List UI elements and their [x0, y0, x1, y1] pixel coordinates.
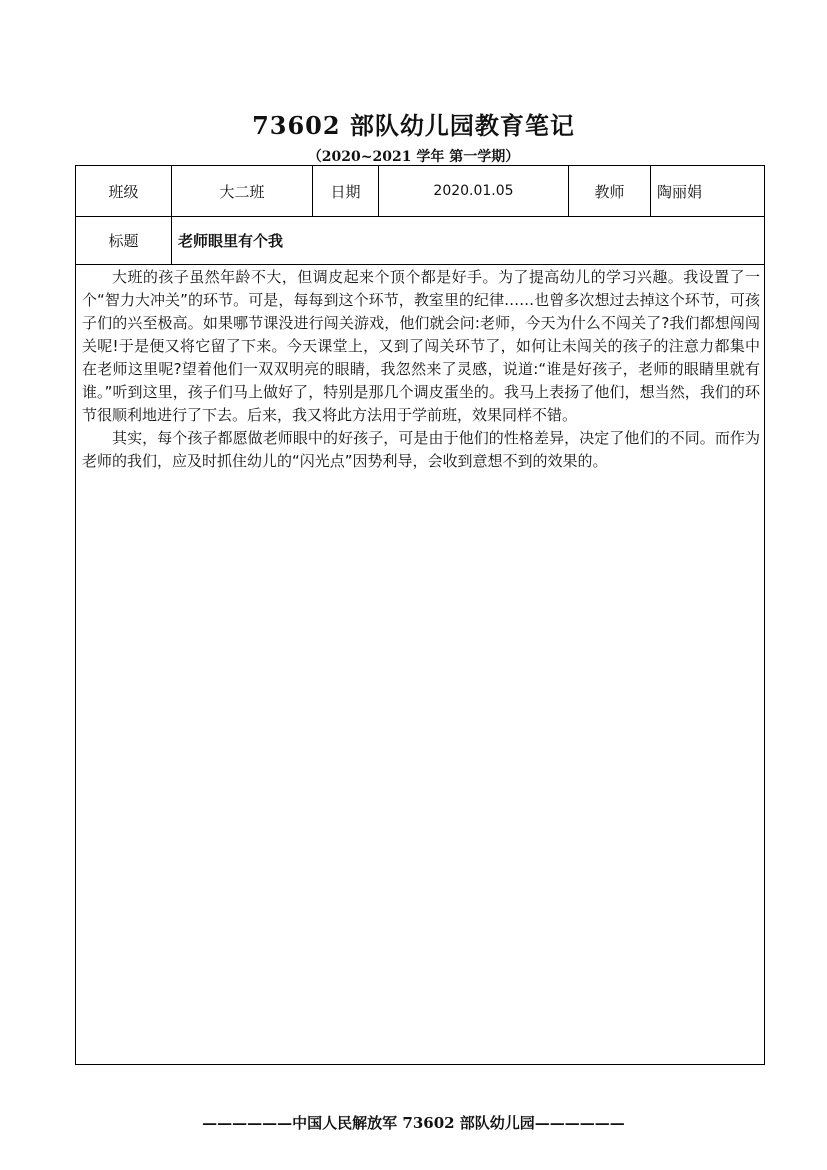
notes-paragraph-2: 其实，每个孩子都愿做老师眼中的好孩子，可是由于他们的性格差异，决定了他们的不同。而作为老师的我们，应及时抓住幼儿的“闪光点”因势利导，会收到意想不到的效果的。	[82, 429, 760, 470]
class-value: 大二班	[172, 166, 313, 217]
teacher-value: 陶丽娟	[651, 166, 764, 217]
notes-table	[75, 165, 765, 1065]
notes-body	[82, 266, 760, 473]
page-subtitle: （2020~2021 学年 第一学期）	[307, 149, 520, 165]
class-label: 班级	[76, 166, 172, 217]
date-label: 日期	[313, 166, 379, 217]
date-value: 2020.01.05	[379, 166, 569, 217]
footer-text: ——————中国人民解放军 73602 部队幼儿园——————	[202, 1114, 625, 1132]
page-title: 73602 部队幼儿园教育笔记	[252, 111, 575, 140]
topic-label: 标题	[76, 217, 172, 265]
topic-value: 老师眼里有个我	[172, 217, 764, 265]
teacher-label: 教师	[569, 166, 651, 217]
notes-paragraph-1: 大班的孩子虽然年龄不大，但调皮起来个顶个都是好手。为了提高幼儿的学习兴趣。我设置了一个“智力大冲关”的环节。可是，每每到这个环节，教室里的纪律……也曾多次想过去掉这个环节，可孩子们的兴至极高。如果哪节课没进行闯关游戏，他们就会问:老师，今天为什么不闯关了?我们都想闯闯关呢!于是便又将它留了下来。今天课堂上，又到了闯关环节了，如何让未闯关的孩子的注意力都集中在老师这里呢?望着他们一双双明亮的眼睛，我忽然来了灵感，说道:“谁是好孩子，老师的眼睛里就有谁。”听到这里，孩子们马上做好了，特别是那几个调皮蛋坐的。我马上表扬了他们，想当然，我们的环节很顺利地进行了下去。后来，我又将此方法用于学前班，效果同样不错。	[82, 268, 760, 424]
